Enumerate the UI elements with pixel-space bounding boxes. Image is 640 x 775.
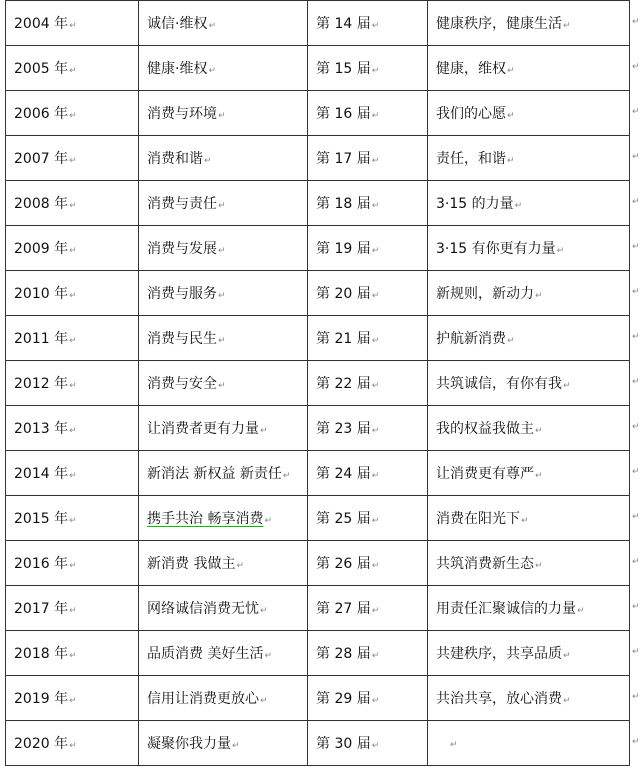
table-row [6, 631, 630, 676]
paragraph-mark: ↵ [371, 741, 380, 751]
row-end-mark: ↵ [632, 241, 640, 252]
theme-text: 新消法 新权益 新责任 [147, 466, 282, 482]
cell-year [6, 496, 139, 541]
year-text: 2012 年 [14, 376, 69, 392]
paragraph-mark: ↵ [507, 111, 515, 121]
slogan-text: 护航新消费 [436, 331, 506, 347]
session-text: 第 18 届 [316, 196, 371, 212]
paragraph-mark: ↵ [371, 561, 380, 571]
paragraph-mark: ↵ [69, 336, 77, 346]
slogan-text: 健康，维权 [436, 61, 506, 77]
row-end-mark: ↵ [632, 646, 640, 657]
theme-text: 消费与服务 [147, 286, 217, 302]
paragraph-mark: ↵ [69, 291, 77, 301]
year-text: 2004 年 [14, 16, 69, 32]
theme-text: 健康·维权 [147, 61, 208, 77]
paragraph-mark: ↵ [371, 696, 380, 706]
cell-session [308, 406, 428, 451]
theme-text: 消费与民生 [147, 331, 217, 347]
cell-theme [139, 586, 308, 631]
row-end-mark: ↵ [632, 736, 640, 747]
cell-slogan [428, 541, 630, 586]
cell-year [6, 181, 139, 226]
row-end-mark: ↵ [632, 106, 640, 117]
cell-year [6, 91, 139, 136]
cell-year [6, 406, 139, 451]
cell-year [6, 271, 139, 316]
session-text: 第 14 届 [316, 16, 371, 32]
cell-year [6, 586, 139, 631]
cell-theme [139, 541, 308, 586]
theme-text: 网络诚信消费无忧 [147, 601, 259, 617]
theme-text: 新消费 我做主 [147, 556, 236, 572]
cell-year [6, 46, 139, 91]
cell-year [6, 136, 139, 181]
slogan-text: 新规则，新动力 [436, 286, 534, 302]
slogan-text: 责任，和谐 [436, 151, 506, 167]
paragraph-mark: ↵ [535, 561, 543, 571]
cell-slogan [428, 631, 630, 676]
row-end-mark: ↵ [632, 286, 640, 297]
slogan-text: 共治共享，放心消费 [436, 691, 562, 707]
paragraph-mark: ↵ [371, 156, 380, 166]
paragraph-mark: ↵ [264, 516, 272, 526]
table-row [6, 136, 630, 181]
table-row [6, 91, 630, 136]
session-text: 第 29 届 [316, 691, 371, 707]
cell-year [6, 631, 139, 676]
cell-slogan [428, 676, 630, 721]
paragraph-mark: ↵ [204, 156, 212, 166]
slogan-text: 用责任汇聚诚信的力量 [436, 601, 576, 617]
paragraph-mark: ↵ [371, 381, 380, 391]
paragraph-mark: ↵ [535, 291, 543, 301]
paragraph-mark: ↵ [507, 336, 515, 346]
paragraph-mark: ↵ [236, 561, 244, 571]
year-text: 2014 年 [14, 466, 69, 482]
cell-theme [139, 91, 308, 136]
slogan-text: 3·15 的力量 [436, 196, 514, 212]
table-row [6, 181, 630, 226]
year-text: 2009 年 [14, 241, 69, 257]
paragraph-mark: ↵ [69, 246, 77, 256]
cell-session [308, 541, 428, 586]
paragraph-mark: ↵ [282, 471, 291, 481]
slogan-text: 共建秩序，共享品质 [436, 646, 562, 662]
year-text: 2020 年 [14, 736, 69, 752]
cell-theme [139, 271, 308, 316]
paragraph-mark: ↵ [556, 246, 565, 256]
table-row [6, 316, 630, 361]
cell-theme [139, 1, 308, 46]
year-text: 2019 年 [14, 691, 69, 707]
cell-session [308, 631, 428, 676]
slogan-text: 3·15 有你更有力量 [436, 241, 556, 257]
session-text: 第 22 届 [316, 376, 371, 392]
cell-slogan [428, 181, 630, 226]
cell-year [6, 451, 139, 496]
session-text: 第 17 届 [316, 151, 371, 167]
paragraph-mark: ↵ [563, 381, 571, 391]
cell-slogan [428, 316, 630, 361]
paragraph-mark: ↵ [371, 246, 380, 256]
table-row [6, 586, 630, 631]
theme-text: 凝聚你我力量 [147, 736, 231, 752]
cell-slogan [428, 136, 630, 181]
paragraph-mark: ↵ [69, 471, 77, 481]
cell-theme [139, 631, 308, 676]
theme-table [5, 0, 630, 766]
theme-text: 消费和谐 [147, 151, 203, 167]
cell-slogan [428, 1, 630, 46]
cell-theme [139, 361, 308, 406]
cell-session [308, 46, 428, 91]
theme-text: 信用让消费更放心 [147, 691, 259, 707]
cell-year [6, 541, 139, 586]
paragraph-mark: ↵ [450, 740, 458, 750]
paragraph-mark: ↵ [371, 21, 380, 31]
year-text: 2005 年 [14, 61, 69, 77]
paragraph-mark: ↵ [208, 66, 216, 76]
row-end-mark: ↵ [632, 466, 640, 477]
cell-session [308, 496, 428, 541]
row-end-mark: ↵ [632, 691, 640, 702]
year-text: 2015 年 [14, 511, 69, 527]
paragraph-mark: ↵ [371, 651, 380, 661]
paragraph-mark: ↵ [260, 426, 268, 436]
row-end-mark: ↵ [632, 196, 640, 207]
row-end-mark: ↵ [632, 511, 640, 522]
paragraph-mark: ↵ [371, 111, 380, 121]
table-row [6, 676, 630, 721]
cell-session [308, 451, 428, 496]
cell-year [6, 1, 139, 46]
cell-session [308, 721, 428, 766]
paragraph-mark: ↵ [514, 201, 523, 211]
cell-session [308, 586, 428, 631]
cell-year [6, 361, 139, 406]
slogan-text: 健康秩序，健康生活 [436, 16, 562, 32]
slogan-text: 消费在阳光下 [436, 511, 520, 527]
year-text: 2010 年 [14, 286, 69, 302]
cell-theme [139, 316, 308, 361]
cell-theme [139, 181, 308, 226]
session-text: 第 16 届 [316, 106, 371, 122]
cell-theme [139, 226, 308, 271]
paragraph-mark: ↵ [69, 561, 77, 571]
theme-text: 消费与发展 [147, 241, 217, 257]
theme-text: 品质消费 美好生活 [147, 646, 264, 662]
paragraph-mark: ↵ [507, 66, 515, 76]
cell-session [308, 1, 428, 46]
cell-slogan [428, 361, 630, 406]
paragraph-mark: ↵ [69, 201, 77, 211]
paragraph-mark: ↵ [69, 696, 77, 706]
cell-slogan [428, 586, 630, 631]
session-text: 第 19 届 [316, 241, 371, 257]
cell-slogan [428, 91, 630, 136]
paragraph-mark: ↵ [260, 606, 268, 616]
cell-theme [139, 721, 308, 766]
row-end-mark: ↵ [632, 376, 640, 387]
slogan-text: 我们的心愿 [436, 106, 506, 122]
row-end-mark: ↵ [632, 601, 640, 612]
cell-session [308, 271, 428, 316]
table-row [6, 541, 630, 586]
table-row [6, 1, 630, 46]
paragraph-mark: ↵ [218, 111, 226, 121]
paragraph-mark: ↵ [218, 291, 226, 301]
table-row [6, 271, 630, 316]
session-text: 第 20 届 [316, 286, 371, 302]
theme-text: 让消费者更有力量 [147, 421, 259, 437]
cell-session [308, 136, 428, 181]
paragraph-mark: ↵ [218, 336, 226, 346]
paragraph-mark: ↵ [563, 651, 571, 661]
paragraph-mark: ↵ [69, 21, 77, 31]
slogan-text: 共筑诚信，有你有我 [436, 376, 562, 392]
session-text: 第 26 届 [316, 556, 371, 572]
row-end-mark: ↵ [632, 61, 640, 72]
year-text: 2018 年 [14, 646, 69, 662]
year-text: 2016 年 [14, 556, 69, 572]
cell-slogan [428, 46, 630, 91]
cell-session [308, 91, 428, 136]
slogan-text: 我的权益我做主 [436, 421, 534, 437]
session-text: 第 25 届 [316, 511, 371, 527]
paragraph-mark: ↵ [218, 381, 226, 391]
paragraph-mark: ↵ [507, 156, 515, 166]
paragraph-mark: ↵ [69, 741, 77, 751]
year-text: 2007 年 [14, 151, 69, 167]
year-text: 2008 年 [14, 196, 69, 212]
paragraph-mark: ↵ [69, 381, 77, 391]
cell-slogan [428, 496, 630, 541]
row-end-mark: ↵ [632, 16, 640, 27]
cell-theme [139, 46, 308, 91]
paragraph-mark: ↵ [371, 291, 380, 301]
paragraph-mark: ↵ [69, 606, 77, 616]
row-end-mark: ↵ [632, 331, 640, 342]
cell-slogan [428, 406, 630, 451]
cell-session [308, 676, 428, 721]
cell-year [6, 721, 139, 766]
paragraph-mark: ↵ [535, 426, 543, 436]
cell-theme [139, 496, 308, 541]
paragraph-mark: ↵ [218, 201, 226, 211]
row-end-mark: ↵ [632, 151, 640, 162]
cell-slogan [428, 451, 630, 496]
paragraph-mark: ↵ [563, 696, 571, 706]
table-row [6, 361, 630, 406]
row-end-mark: ↵ [632, 556, 640, 567]
table-row [6, 46, 630, 91]
paragraph-mark: ↵ [69, 111, 77, 121]
table-row [6, 451, 630, 496]
cell-theme [139, 451, 308, 496]
cell-year [6, 226, 139, 271]
slogan-text: 共筑消费新生态 [436, 556, 534, 572]
paragraph-mark: ↵ [69, 156, 77, 166]
paragraph-mark: ↵ [69, 426, 77, 436]
paragraph-mark: ↵ [208, 21, 216, 31]
paragraph-mark: ↵ [218, 246, 226, 256]
table-row [6, 721, 630, 766]
paragraph-mark: ↵ [69, 66, 77, 76]
theme-text: 诚信·维权 [147, 16, 208, 32]
theme-text: 消费与环境 [147, 106, 217, 122]
paragraph-mark: ↵ [371, 426, 380, 436]
paragraph-mark: ↵ [371, 471, 380, 481]
paragraph-mark: ↵ [535, 471, 543, 481]
session-text: 第 21 届 [316, 331, 371, 347]
year-text: 2013 年 [14, 421, 69, 437]
row-end-mark: ↵ [632, 421, 640, 432]
theme-text: 消费与安全 [147, 376, 217, 392]
cell-session [308, 226, 428, 271]
paragraph-mark: ↵ [563, 21, 571, 31]
cell-slogan [428, 721, 630, 766]
paragraph-mark: ↵ [260, 696, 268, 706]
paragraph-mark: ↵ [264, 651, 272, 661]
cell-theme [139, 406, 308, 451]
cell-slogan [428, 271, 630, 316]
cell-session [308, 316, 428, 361]
paragraph-mark: ↵ [371, 606, 380, 616]
cell-session [308, 181, 428, 226]
paragraph-mark: ↵ [371, 201, 380, 211]
paragraph-mark: ↵ [371, 516, 380, 526]
session-text: 第 24 届 [316, 466, 371, 482]
cell-year [6, 676, 139, 721]
paragraph-mark: ↵ [577, 606, 585, 616]
session-text: 第 27 届 [316, 601, 371, 617]
theme-text: 携手共治 畅享消费 [147, 511, 264, 527]
paragraph-mark: ↵ [69, 651, 77, 661]
slogan-text: 让消费更有尊严 [436, 466, 534, 482]
year-text: 2017 年 [14, 601, 69, 617]
session-text: 第 30 届 [316, 736, 371, 752]
cell-session [308, 361, 428, 406]
session-text: 第 15 届 [316, 61, 371, 77]
year-text: 2011 年 [14, 331, 69, 347]
table-row [6, 496, 630, 541]
table-row [6, 226, 630, 271]
paragraph-mark: ↵ [69, 516, 77, 526]
table-row [6, 406, 630, 451]
year-text: 2006 年 [14, 106, 69, 122]
paragraph-mark: ↵ [232, 741, 240, 751]
paragraph-mark: ↵ [521, 516, 529, 526]
paragraph-mark: ↵ [371, 66, 380, 76]
session-text: 第 23 届 [316, 421, 371, 437]
cell-year [6, 316, 139, 361]
cell-slogan [428, 226, 630, 271]
cell-theme [139, 136, 308, 181]
theme-text: 消费与责任 [147, 196, 217, 212]
cell-theme [139, 676, 308, 721]
paragraph-mark: ↵ [371, 336, 380, 346]
session-text: 第 28 届 [316, 646, 371, 662]
